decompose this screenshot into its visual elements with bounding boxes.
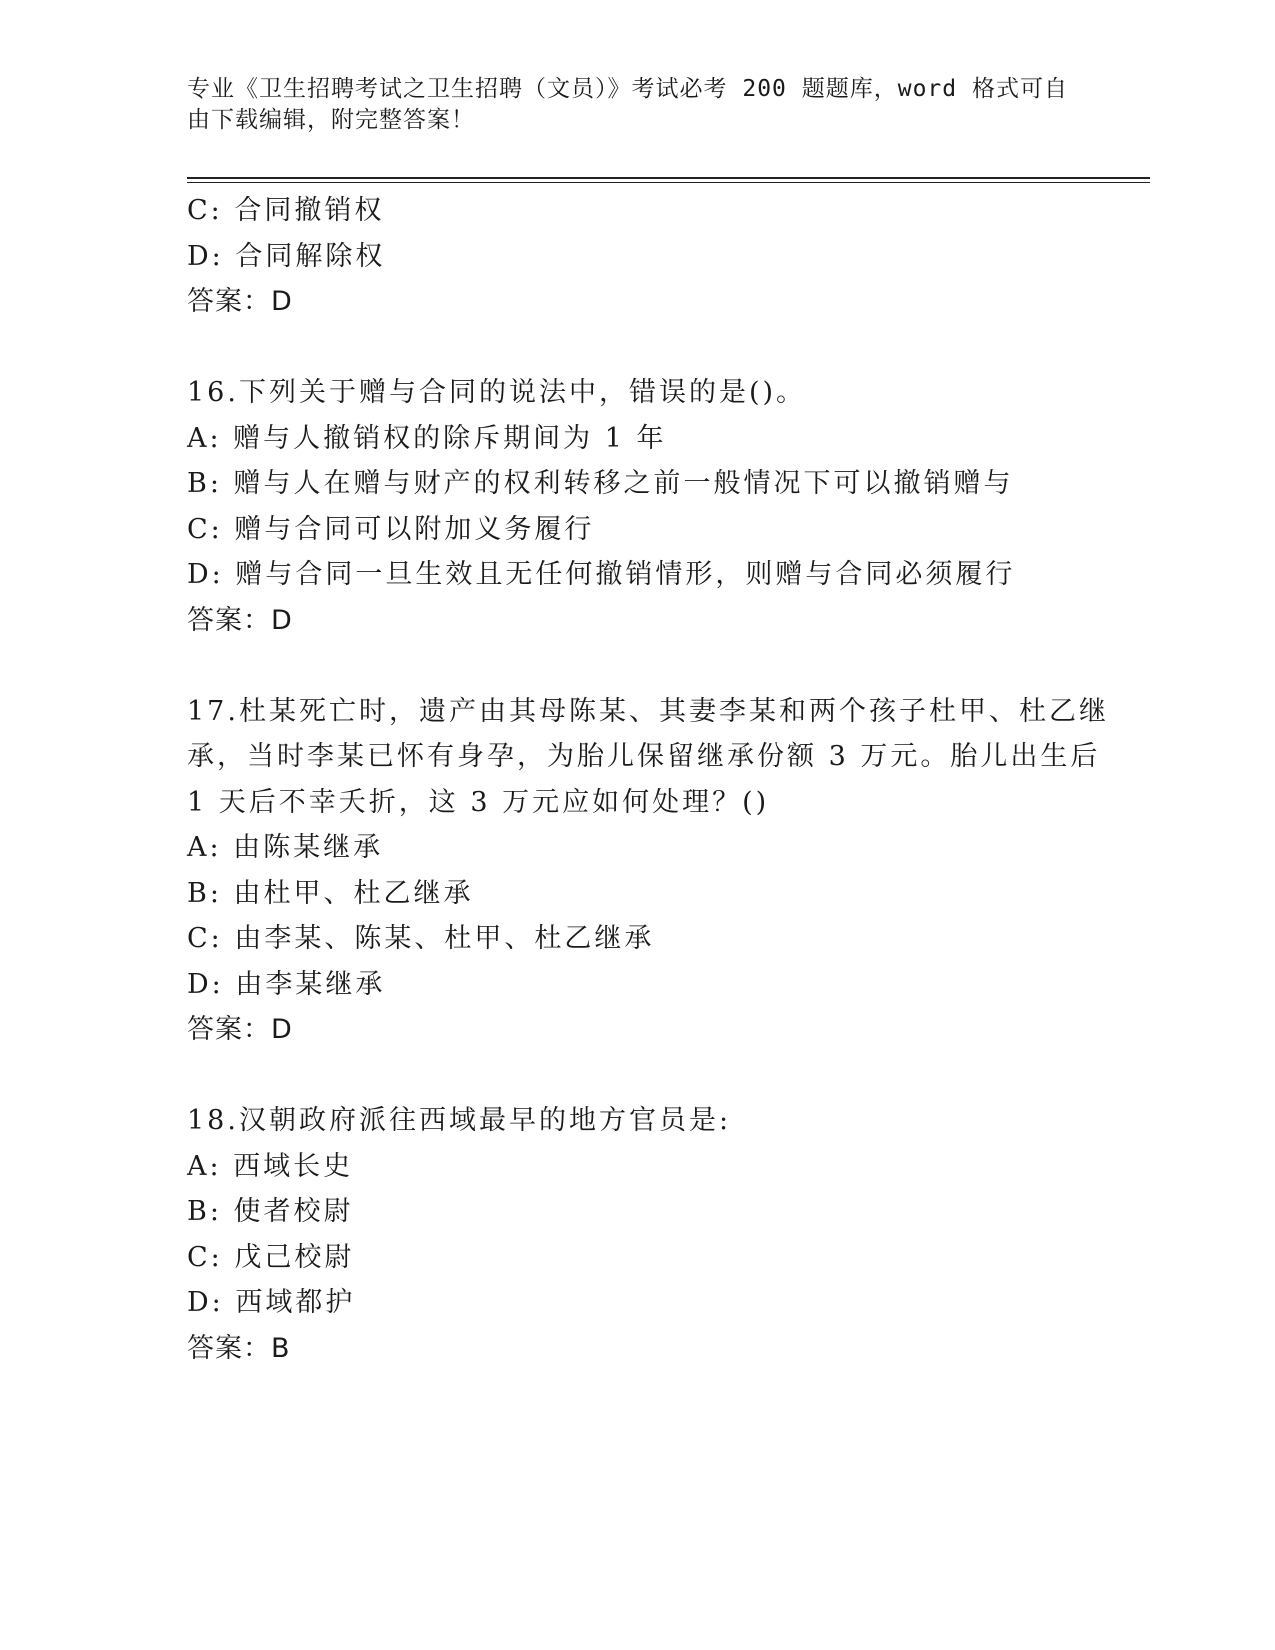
document-header	[187, 74, 1087, 136]
q16-answer: 答案：D	[187, 604, 293, 636]
q18-answer: 答案：B	[187, 1332, 291, 1364]
q18-option-c: C: 戊己校尉	[187, 1241, 355, 1273]
header-line-2: 由下载编辑，附完整答案！	[187, 107, 475, 133]
spacer	[187, 325, 1087, 371]
q16-option-a: A: 赠与人撤销权的除斥期间为 1 年	[187, 422, 667, 454]
question-16	[187, 370, 1087, 643]
question-17	[187, 689, 1109, 1053]
q15-option-d: D: 合同解除权	[187, 240, 386, 272]
question-15-tail	[187, 188, 1087, 325]
spacer	[187, 643, 1087, 689]
q17-stem-line-1: 17.杜某死亡时，遗产由其母陈某、其妻李某和两个孩子杜甲、杜乙继	[187, 695, 1109, 727]
q16-option-b: B: 赠与人在赠与财产的权利转移之前一般情况下可以撤销赠与	[187, 468, 1014, 499]
question-list	[187, 188, 1109, 1371]
q17-stem-line-3: 1 天后不幸夭折，这 3 万元应如何处理？()	[187, 786, 770, 818]
q15-option-c: C: 合同撤销权	[187, 195, 385, 226]
q16-stem: 16.下列关于赠与合同的说法中，错误的是()。	[187, 377, 807, 408]
question-18	[187, 1098, 1087, 1371]
q18-option-d: D: 西域都护	[187, 1287, 356, 1318]
q18-option-a: A: 西域长史	[187, 1150, 354, 1182]
q17-answer: 答案：D	[187, 1014, 293, 1045]
spacer	[187, 1053, 1087, 1099]
q17-option-a: A: 由陈某继承	[187, 832, 384, 863]
q15-answer: 答案：D	[187, 286, 293, 317]
q18-stem: 18.汉朝政府派往西域最早的地方官员是:	[187, 1105, 732, 1136]
q17-option-b: B: 由杜甲、杜乙继承	[187, 877, 474, 909]
header-rule-thick	[187, 177, 1150, 179]
q16-option-d: D: 赠与合同一旦生效且无任何撤销情形，则赠与合同必须履行	[187, 559, 1016, 590]
q17-option-c: C: 由李某、陈某、杜甲、杜乙继承	[187, 923, 655, 954]
q18-option-b: B: 使者校尉	[187, 1196, 354, 1227]
q17-stem-line-2: 承，当时李某已怀有身孕，为胎儿保留继承份额 3 万元。胎儿出生后	[187, 741, 1101, 772]
header-line-1: 专业《卫生招聘考试之卫生招聘（文员）》考试必考 200 题题库，word 格式可自	[187, 76, 1068, 102]
q17-option-d: D: 由李某继承	[187, 968, 386, 1000]
header-rule-thin	[187, 182, 1150, 183]
q16-option-c: C: 赠与合同可以附加义务履行	[187, 513, 595, 545]
